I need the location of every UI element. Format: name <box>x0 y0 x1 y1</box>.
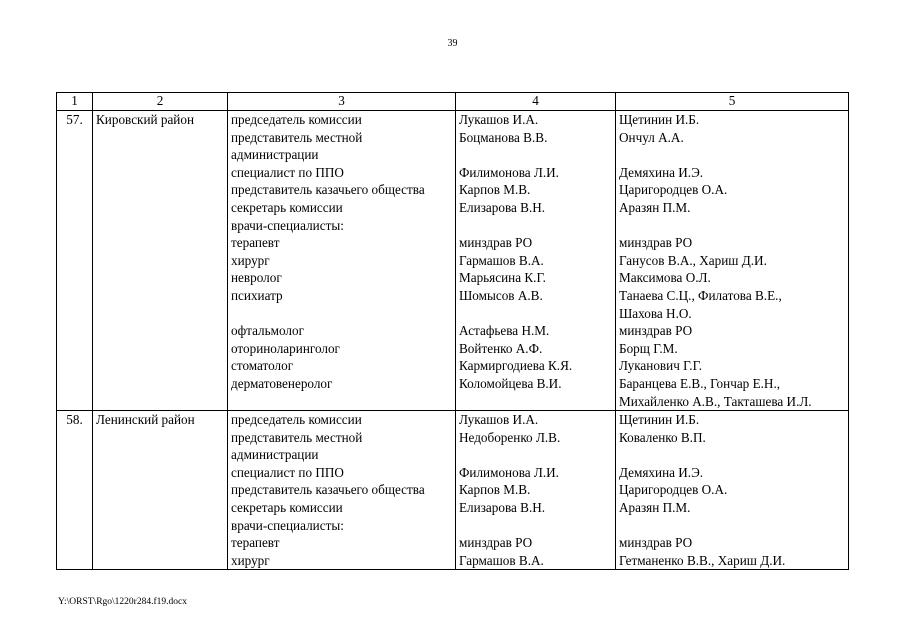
reserve-line: Борщ Г.М. <box>619 340 678 356</box>
role-line: врачи-специалисты: <box>231 217 344 233</box>
member-line: Кармиргодиева К.Я. <box>459 358 573 374</box>
member-line <box>459 517 612 535</box>
page-number: 39 <box>447 38 458 49</box>
member-line <box>459 217 612 235</box>
member-line: Недоборенко Л.В. <box>459 429 561 445</box>
role-line: терапевт <box>231 235 280 251</box>
role-line: секретарь комиссии <box>231 500 343 516</box>
role-line: представитель казачьего общества <box>231 482 425 498</box>
reserve-line: Максимова О.Л. <box>619 270 711 286</box>
reserve-line: Танаева С.Ц., Филатова В.Е., <box>619 287 782 303</box>
member-line: Коломойцева В.И. <box>459 375 562 391</box>
role-line: психиатр <box>231 287 283 303</box>
role-line: офтальмолог <box>231 323 304 339</box>
role-line: стоматолог <box>231 358 294 374</box>
reserve-line: Аразян П.М. <box>619 500 691 516</box>
reserve-line: минздрав РО <box>619 323 693 339</box>
row-number: 58. <box>57 411 93 570</box>
header-col-2: 2 <box>93 93 228 111</box>
member-line: Гармашов В.А. <box>459 252 544 268</box>
member-cell <box>456 411 616 570</box>
file-path-footer: Y:\ORST\Rgo\1220r284.f19.docx <box>58 597 187 607</box>
member-line: Астафьева Н.М. <box>459 323 550 339</box>
reserve-line: Луканович Г.Г. <box>619 358 702 374</box>
header-row <box>57 93 849 111</box>
role-line: председатель комиссии <box>231 412 362 428</box>
member-line <box>459 393 612 411</box>
reserve-line: Ганусов В.А., Хариш Д.И. <box>619 252 767 268</box>
table-row <box>57 411 849 570</box>
reserve-line: Гетманенко В.В., Хариш Д.И. <box>619 552 786 568</box>
member-line: Шомысов А.В. <box>459 287 543 303</box>
reserve-line <box>619 446 845 464</box>
commission-table <box>56 92 849 570</box>
member-line: Филимонова Л.И. <box>459 164 559 180</box>
role-line: невролог <box>231 270 282 286</box>
row-number: 57. <box>57 111 93 411</box>
reserve-cell <box>616 411 849 570</box>
member-line: Войтенко А.Ф. <box>459 340 543 356</box>
district-name: Кировский район <box>93 111 228 411</box>
role-line: хирург <box>231 552 270 568</box>
member-line <box>459 305 612 323</box>
reserve-line <box>619 146 845 164</box>
role-line: дерматовенеролог <box>231 375 333 391</box>
member-line: Карпов М.В. <box>459 182 531 198</box>
reserve-line: Царигородцев О.А. <box>619 482 728 498</box>
member-line: Карпов М.В. <box>459 482 531 498</box>
member-line: минздрав РО <box>459 235 533 251</box>
member-line: Елизарова В.Н. <box>459 199 546 215</box>
member-line <box>459 446 612 464</box>
member-cell <box>456 111 616 411</box>
district-name: Ленинский район <box>93 411 228 570</box>
reserve-line: минздрав РО <box>619 235 693 251</box>
role-line: секретарь комиссии <box>231 199 343 215</box>
reserve-line: Царигородцев О.А. <box>619 182 728 198</box>
member-line: минздрав РО <box>459 535 533 551</box>
role-cell <box>228 411 456 570</box>
reserve-line <box>619 517 845 535</box>
reserve-line: Михайленко А.В., Такташева И.Л. <box>619 393 812 409</box>
role-cell <box>228 111 456 411</box>
member-line: Гармашов В.А. <box>459 552 544 568</box>
role-line: администрации <box>231 447 319 463</box>
role-line: администрации <box>231 147 319 163</box>
role-line: терапевт <box>231 535 280 551</box>
reserve-cell <box>616 111 849 411</box>
member-line: Боцманова В.В. <box>459 129 548 145</box>
role-line: представитель местной <box>231 129 363 145</box>
member-line: Марьясина К.Г. <box>459 270 546 286</box>
reserve-line: Ончул А.А. <box>619 129 684 145</box>
role-line: представитель казачьего общества <box>231 182 425 198</box>
member-line: Елизарова В.Н. <box>459 500 546 516</box>
reserve-line <box>619 217 845 235</box>
reserve-line: Шахова Н.О. <box>619 305 692 321</box>
member-line: Филимонова Л.И. <box>459 464 559 480</box>
reserve-line: минздрав РО <box>619 535 693 551</box>
header-col-1: 1 <box>57 93 93 111</box>
reserve-line: Демяхина И.Э. <box>619 464 704 480</box>
role-line <box>231 305 452 323</box>
table-row <box>57 111 849 411</box>
header-col-4: 4 <box>456 93 616 111</box>
reserve-line: Аразян П.М. <box>619 199 691 215</box>
role-line <box>231 393 452 411</box>
reserve-line: Щетинин И.Б. <box>619 112 700 127</box>
member-line: Лукашов И.А. <box>459 112 539 127</box>
reserve-line: Щетинин И.Б. <box>619 412 700 428</box>
role-line: хирург <box>231 252 270 268</box>
header-col-5: 5 <box>616 93 849 111</box>
role-line: специалист по ППО <box>231 164 344 180</box>
member-line: Лукашов И.А. <box>459 412 539 428</box>
header-col-3: 3 <box>228 93 456 111</box>
member-line <box>459 146 612 164</box>
role-line: врачи-специалисты: <box>231 517 344 533</box>
reserve-line: Коваленко В.П. <box>619 429 706 445</box>
role-line: представитель местной <box>231 429 363 445</box>
role-line: специалист по ППО <box>231 464 344 480</box>
role-line: оториноларинголог <box>231 340 340 356</box>
reserve-line: Баранцева Е.В., Гончар Е.Н., <box>619 375 781 391</box>
role-line: председатель комиссии <box>231 112 362 127</box>
reserve-line: Демяхина И.Э. <box>619 164 704 180</box>
